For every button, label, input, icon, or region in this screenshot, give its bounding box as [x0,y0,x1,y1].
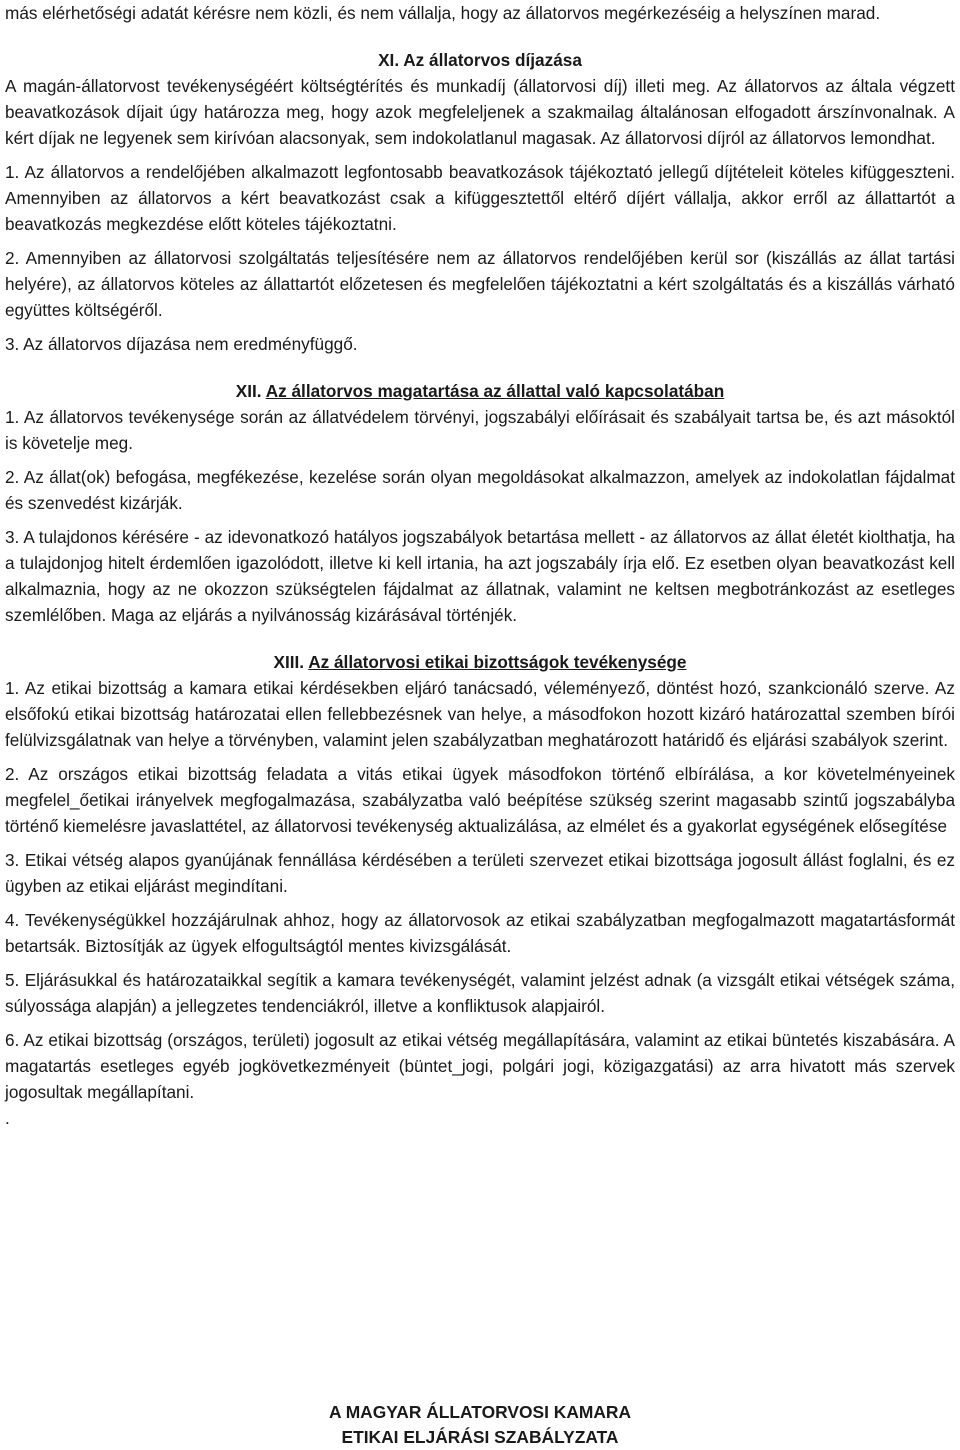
section-13-item-6: 6. Az etikai bizottság (országos, területi) jogosult az etikai vétség megállapítására, valamint az etikai büntetés kiszabására. A magatartás esetleges egyéb jogkövetkezményeit (büntet_jogi, polgári jogi, közigazgatási) az arra hivatott más szervek jogosultak megállapítani. [5,1030,955,1102]
spacer [5,959,955,967]
footer-line-1: A MAGYAR ÁLLATORVOSI KAMARA [328,1402,632,1422]
spacer [5,456,955,464]
section-12-title: Az állatorvos magatartása az állattal való kapcsolatában [265,381,725,401]
spacer [5,516,955,524]
section-11-number: XI. [378,50,400,70]
section-11-item-3: 3. Az állatorvos díjazása nem eredményfüggő. [5,334,358,354]
spacer [5,357,955,378]
spacer [5,753,955,761]
intro-paragraph: más elérhetőségi adatát kérésre nem közli, és nem vállalja, hogy az állatorvos megérkezéséig a helyszínen marad. [5,3,881,23]
section-11-item-1: 1. Az állatorvos a rendelőjében alkalmazott legfontosabb beavatkozások tájékoztató jellegű díjtételeit köteles kifüggeszteni. Amennyiben az állatorvos a kért beavatkozást csak a kifüggesztettől eltérő díjért vállalja, akkor erről az állattartót a beavatkozás megkezdése előtt köteles tájékoztatni. [5,162,955,234]
section-13-item-2: 2. Az országos etikai bizottság feladata a vitás etikai ügyek másodfokon történő elbírálása, a kor követelményeinek megfelel_őetikai irányelvek megfogalmazása, szabályzatba való beépítése szükség szerint magasabb szintű jogszabályba történő kiemelésre javaslattétel, az állatorvosi tevékenység aktualizálása, az elmélet és a gyakorlat egységének elősegítése [5,764,955,836]
section-11-intro: A magán-állatorvost tevékenységéért költségtérítés és munkadíj (állatorvosi díj) illeti meg. Az állatorvos az általa végzett beavatkozások díjait úgy határozza meg, hogy azok megfeleljenek a szakmailag általánosan elfogadott árszínvonalnak. A kért díjak ne legyenek sem kirívóan alacsonyak, sem indokolatlanul magasak. Az állatorvosi díjról az állatorvos lemondhat. [5,76,955,148]
spacer [5,323,955,331]
section-12-item-1: 1. Az állatorvos tevékenysége során az állatvédelem törvényi, jogszabályi előírásait és szabályait tartsa be, és azt másoktól is követelje meg. [5,407,955,453]
section-13-heading [5,649,955,675]
spacer [5,151,955,159]
spacer [5,839,955,847]
section-11-heading [5,47,955,73]
footer-line-2: ETIKAI ELJÁRÁSI SZABÁLYZATA [341,1427,619,1447]
section-12-item-2: 2. Az állat(ok) befogása, megfékezése, kezelése során olyan megoldásokat alkalmazzon, amelyek az indokolatlan fájdalmat és szenvedést kizárják. [5,467,955,513]
section-13-item-5: 5. Eljárásukkal és határozataikkal segítik a kamara tevékenységét, valamint jelzést adnak (a vizsgált etikai vétségek száma, súlyossága alapján) a jellegzetes tendenciákról, illetve a konfliktusok alapjairól. [5,970,955,1016]
spacer [5,26,955,47]
section-13-number: XIII. [273,652,305,672]
spacer [5,237,955,245]
spacer [5,1019,955,1027]
section-11-title: Az állatorvos díjazása [403,50,582,70]
trailing-period: . [5,1108,10,1128]
section-13-item-4: 4. Tevékenységükkel hozzájárulnak ahhoz, hogy az állatorvosok az etikai szabályzatban megfogalmazott magatartásformát betartsák. Biztosítják az ügyek elfogultságtól mentes kivizsgálását. [5,910,955,956]
spacer [5,628,955,649]
spacer [5,899,955,907]
section-12-number: XII. [235,381,262,401]
document-page [5,0,955,1131]
section-12-item-3: 3. A tulajdonos kérésére - az idevonatkozó hatályos jogszabályok betartása mellett - az állatorvos az állat életét kiolthatja, ha a tulajdonjog hitelt érdemlően igazolódott, illetve ki kell irtania, ha azt jogszabály írja elő. Ez esetben olyan beavatkozást kell alkalmaznia, hogy az ne okozzon szükségtelen fájdalmat az állatnak, valamint ne keltsen megbotránkozást az esetleges szemlélőben. Maga az eljárás a nyilvánosság kizárásával történjék. [5,527,955,625]
section-13-item-3: 3. Etikai vétség alapos gyanújának fennállása kérdésében a területi szervezet etikai bizottsága jogosult állást foglalni, és ez ügyben az etikai eljárást megindítani. [5,850,955,896]
document-footer [0,1400,960,1450]
section-11-item-2: 2. Amennyiben az állatorvosi szolgáltatás teljesítésére nem az állatorvos rendelőjében kerül sor (kiszállás az állat tartási helyére), az állatorvos köteles az állattartót előzetesen és megfelelően tájékoztatni a kért szolgáltatás és a kiszállás várható együttes költségéről. [5,248,955,320]
section-12-heading [5,378,955,404]
section-13-item-1: 1. Az etikai bizottság a kamara etikai kérdésekben eljáró tanácsadó, véleményező, döntést hozó, szankcionáló szerve. Az elsőfokú etikai bizottság határozatai ellen fellebbezésnek van helye, a másodfokon hozott kizáró határozattal szemben bírói felülvizsgálatnak van helye a törvényben, valamint jelen szabályzatban meghatározott határidő és eljárási szabályok szerint. [5,678,955,750]
section-13-title: Az állatorvosi etikai bizottságok tevékenysége [308,652,687,672]
